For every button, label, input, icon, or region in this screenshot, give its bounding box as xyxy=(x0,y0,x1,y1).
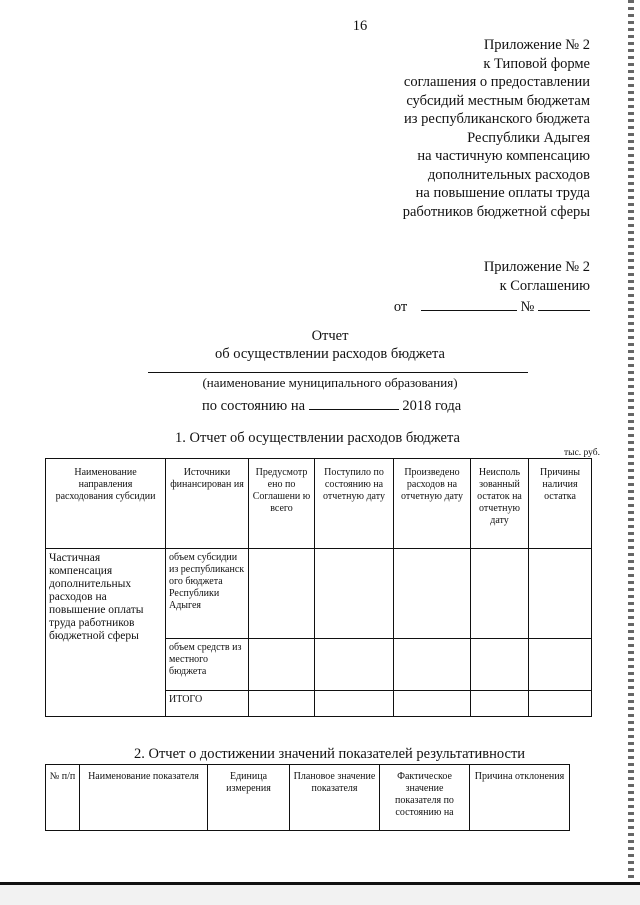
value-cell[interactable] xyxy=(529,691,592,717)
bottom-margin xyxy=(0,885,640,905)
value-cell[interactable] xyxy=(249,549,315,639)
header-actual-value: Фактическое значение показателя по состоянию на xyxy=(380,765,470,831)
table-header-row xyxy=(46,459,592,549)
value-cell[interactable] xyxy=(315,691,394,717)
value-cell[interactable] xyxy=(471,549,529,639)
section1-title: 1. Отчет об осуществлении расходов бюджета xyxy=(175,430,460,446)
header-spent: Произведено расходов на отчетную дату xyxy=(394,459,471,549)
annex-line: на частичную компенсацию xyxy=(417,148,590,164)
value-cell[interactable] xyxy=(249,691,315,717)
direction-cell: Частичная компенсация дополнительных расходов на повышение оплаты труда работников бюджетной сферы xyxy=(46,549,166,717)
annex-line: из республиканского бюджета xyxy=(404,111,590,127)
expenses-table xyxy=(45,458,592,717)
annex-line: дополнительных расходов xyxy=(427,166,590,183)
municipality-blank-line[interactable] xyxy=(148,372,528,373)
value-cell[interactable] xyxy=(394,549,471,639)
header-number: № п/п xyxy=(46,765,80,831)
header-reasons: Причины наличия остатка xyxy=(529,459,592,549)
state-prefix: по состоянию на xyxy=(202,398,306,414)
number-blank[interactable] xyxy=(538,296,590,311)
indicators-table xyxy=(45,764,570,831)
agreement-annex xyxy=(394,258,590,317)
value-cell[interactable] xyxy=(471,639,529,691)
annex-line: Приложение № 2 xyxy=(483,37,590,53)
from-label: от xyxy=(393,299,408,315)
agreement-annex-line: Приложение № 2 xyxy=(483,259,590,275)
value-cell[interactable] xyxy=(529,549,592,639)
table-header-row xyxy=(46,765,570,831)
table-row xyxy=(46,549,592,639)
value-cell[interactable] xyxy=(315,639,394,691)
date-blank[interactable] xyxy=(421,296,517,311)
annex-line: соглашения о предоставлении xyxy=(403,74,590,90)
value-cell[interactable] xyxy=(249,639,315,691)
header-indicator-name: Наименование показателя xyxy=(80,765,208,831)
section2-title: 2. Отчет о достижении значений показателей результативности xyxy=(134,746,526,762)
annex-line: субсидий местным бюджетам xyxy=(406,92,590,109)
value-cell[interactable] xyxy=(315,549,394,639)
header-planned: Предусмотр ено по Соглашени ю всего xyxy=(249,459,315,549)
agreement-date-line xyxy=(394,296,590,317)
report-subtitle: об осуществлении расходов бюджета xyxy=(215,346,445,362)
source-cell: объем субсидии из республиканск ого бюджета Республики Адыгея xyxy=(166,549,249,639)
scan-edge xyxy=(628,0,634,905)
header-unit: Единица измерения xyxy=(208,765,290,831)
value-cell[interactable] xyxy=(394,639,471,691)
annex-line: на повышение оплаты труда xyxy=(415,185,590,201)
number-label: № xyxy=(520,299,535,315)
annex-line: работников бюджетной сферы xyxy=(402,203,590,220)
annex-line: к Типовой форме xyxy=(483,55,590,72)
value-cell[interactable] xyxy=(471,691,529,717)
units-label: тыс. руб. xyxy=(564,448,600,458)
source-cell: объем средств из местного бюджета xyxy=(166,639,249,691)
report-title: Отчет xyxy=(311,328,349,344)
report-date-line xyxy=(202,395,502,415)
page-number: 16 xyxy=(352,18,368,34)
agreement-annex-line: к Соглашению xyxy=(499,278,590,294)
header-sources: Источники финансирован ия xyxy=(166,459,249,549)
municipality-caption: (наименование муниципального образования) xyxy=(202,375,458,390)
report-date-blank[interactable] xyxy=(309,395,399,410)
header-direction: Наименование направления расходования субсидии xyxy=(46,459,166,549)
annex-line: Республики Адыгея xyxy=(467,129,590,146)
header-unused: Неисполь зованный остаток на отчетную дату xyxy=(471,459,529,549)
header-planned-value: Плановое значение показателя xyxy=(290,765,380,831)
value-cell[interactable] xyxy=(529,639,592,691)
value-cell[interactable] xyxy=(394,691,471,717)
header-deviation-reason: Причина отклонения xyxy=(470,765,570,831)
total-cell: ИТОГО xyxy=(166,691,249,717)
state-suffix: 2018 года xyxy=(402,398,462,414)
annex-header xyxy=(403,36,590,221)
header-received: Поступило по состоянию на отчетную дату xyxy=(315,459,394,549)
